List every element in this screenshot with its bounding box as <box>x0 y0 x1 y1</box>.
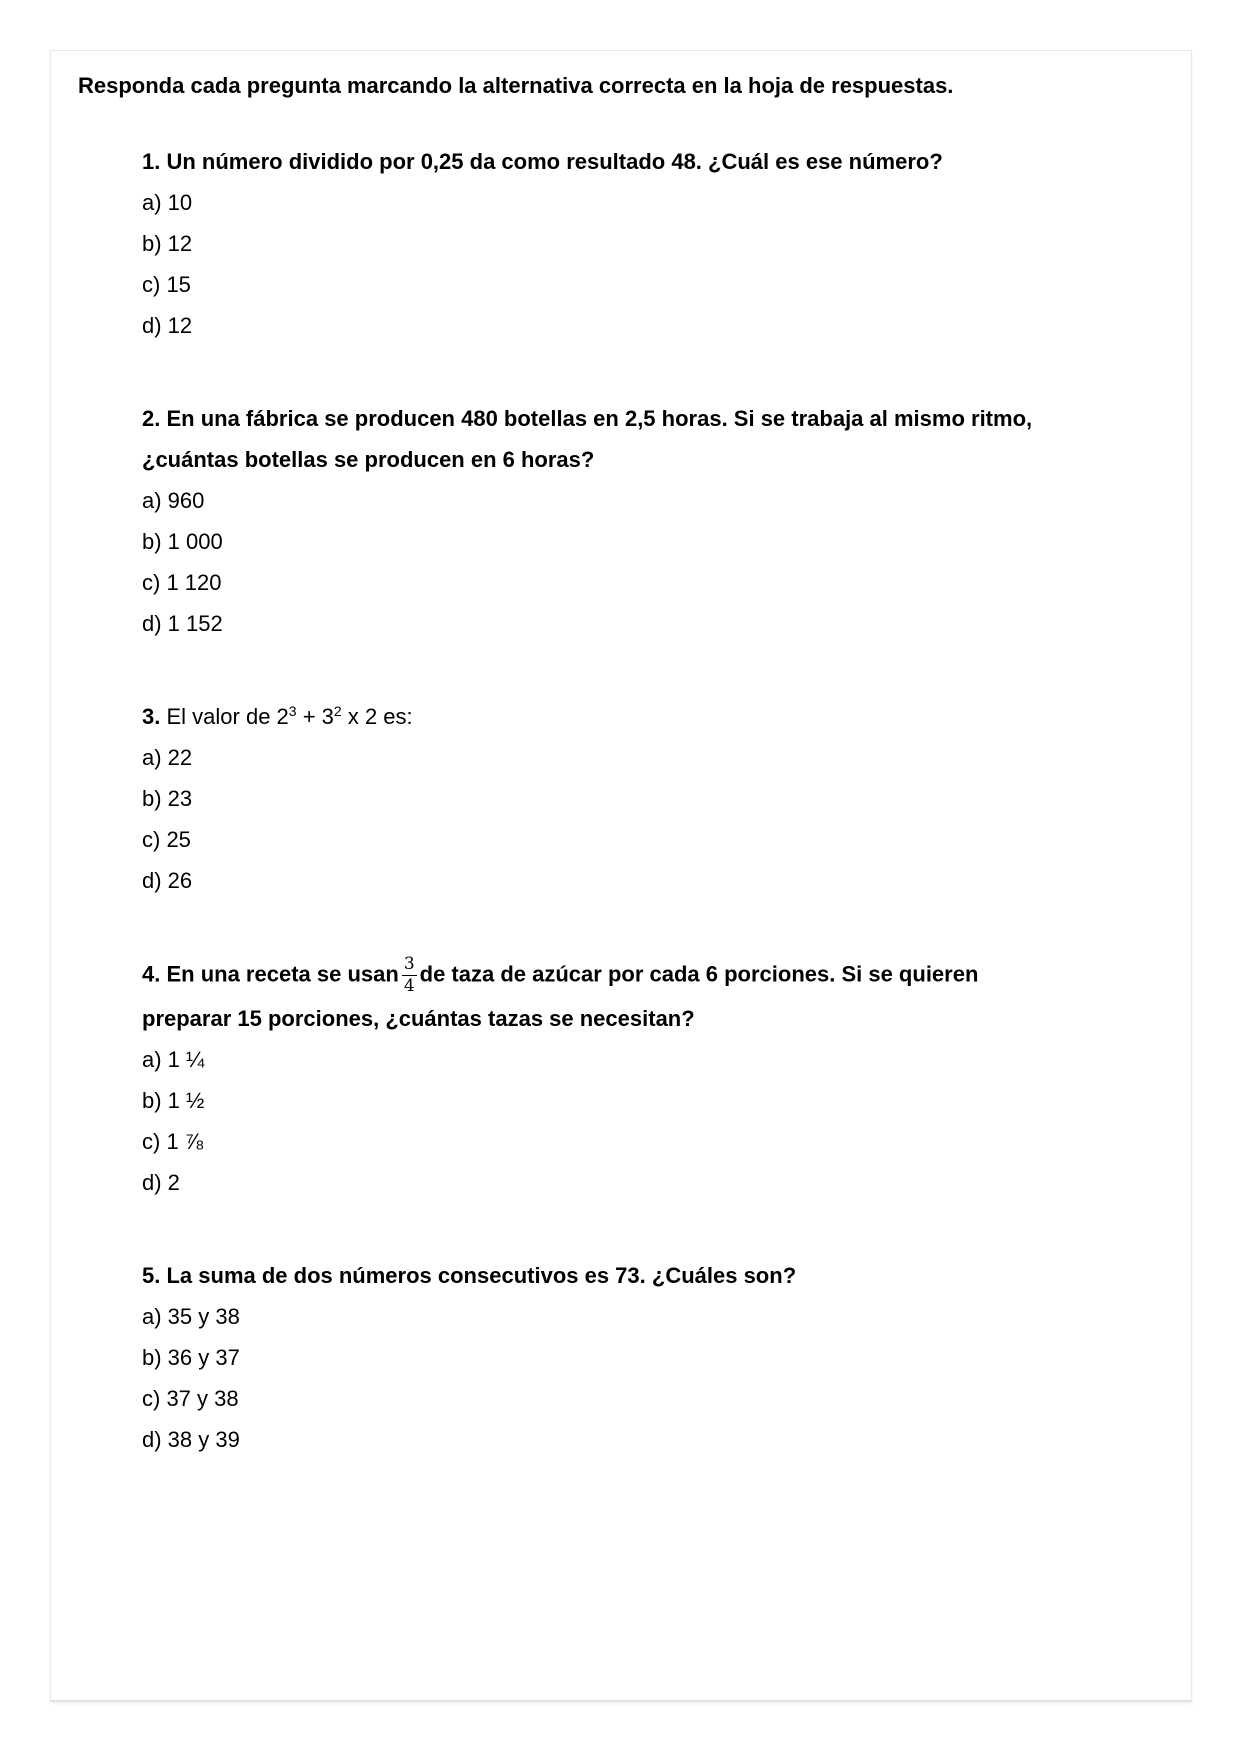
question-text: 3. El valor de $2^3 + 3^2$ x 2 es: <box>142 703 413 729</box>
instruction-text: Responda cada pregunta marcando la alternativa correcta en la hoja de respuestas. <box>78 73 954 98</box>
exponent: 2 <box>333 703 342 719</box>
answer-option: d) 2 <box>142 1170 180 1195</box>
question-number: 5. <box>142 1263 161 1288</box>
question-text: preparar 15 porciones, ¿cuántas tazas se necesitan? <box>142 1006 695 1031</box>
answer-option: a) 1 ¼ <box>142 1047 205 1072</box>
answer-option: a) 10 <box>142 190 193 215</box>
answer-option: c) 25 <box>142 827 191 852</box>
question-block <box>142 696 1164 901</box>
answer-option: a) 960 <box>142 488 205 513</box>
question-text: ¿cuántas botellas se producen en 6 horas? <box>142 447 595 472</box>
answer-option: d) 1 152 <box>142 611 223 636</box>
question-block <box>142 1255 1164 1460</box>
answer-option: b) 23 <box>142 786 193 811</box>
question-text: 2. En una fábrica se producen 480 botellas en 2,5 horas. Si se trabaja al mismo ritmo, <box>142 406 1033 431</box>
answer-option: c) 15 <box>142 272 191 297</box>
answer-option: c) 1 120 <box>142 570 222 595</box>
answer-option: a) 35 y 38 <box>142 1304 240 1329</box>
question-number: 1. <box>142 149 161 174</box>
question-number: 4. <box>142 961 161 987</box>
answer-option: b) 36 y 37 <box>142 1345 240 1370</box>
answer-option: d) 12 <box>142 313 193 338</box>
question-text: 1. Un número dividido por 0,25 da como resultado 48. ¿Cuál es ese número? <box>142 149 943 174</box>
question-block <box>142 141 1164 346</box>
answer-option: d) 26 <box>142 868 193 893</box>
answer-option: c) 37 y 38 <box>142 1386 239 1411</box>
question-number: 2. <box>142 406 161 431</box>
answer-option: b) 1 ½ <box>142 1088 205 1113</box>
questions-container <box>78 141 1164 1460</box>
exponent: 3 <box>288 703 297 719</box>
question-text: 4. En una receta se usan $\frac{3}{4}$ de taza de azúcar por cada 6 porciones. Si se quieren <box>142 954 979 996</box>
stacked-fraction: $\frac{3}{4}$ <box>403 954 415 996</box>
answer-option: b) 12 <box>142 231 193 256</box>
question-number: 3. <box>142 704 161 729</box>
answer-option: b) 1 000 <box>142 529 223 554</box>
question-block <box>142 398 1164 644</box>
answer-option: d) 38 y 39 <box>142 1427 240 1452</box>
document-page <box>50 50 1192 1702</box>
answer-option: a) 22 <box>142 745 193 770</box>
question-text: 5. La suma de dos números consecutivos es 73. ¿Cuáles son? <box>142 1263 797 1288</box>
answer-option: c) 1 ⅞ <box>142 1129 204 1154</box>
question-block <box>142 953 1164 1203</box>
